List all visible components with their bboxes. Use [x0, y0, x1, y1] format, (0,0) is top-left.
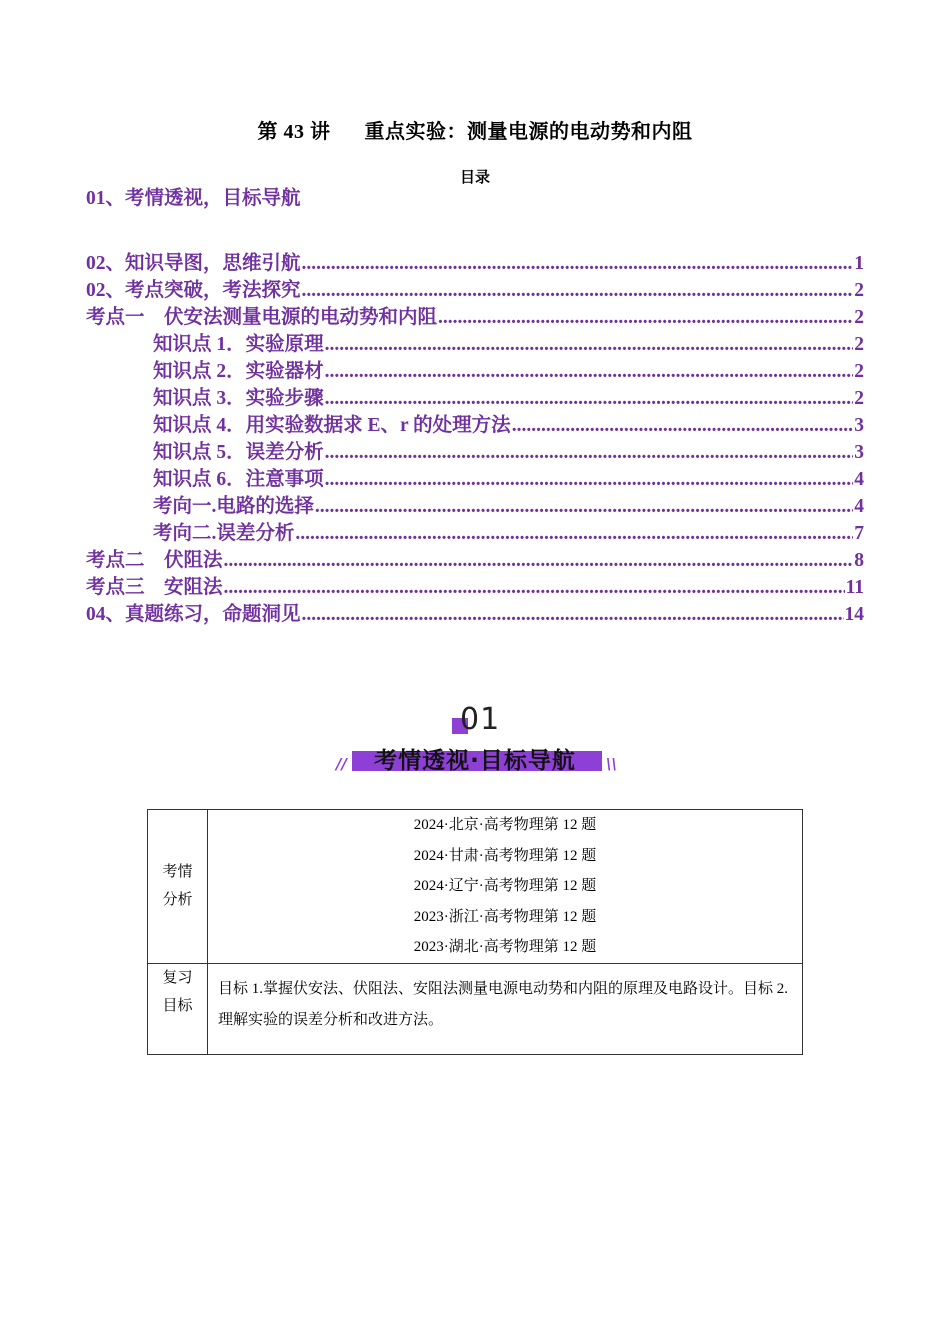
row-header-analysis: 考情 分析 — [148, 810, 208, 964]
toc-entry[interactable]: 02、考点突破，考法探究 ..... 2 — [86, 277, 864, 304]
list-item: 2024·甘肃·高考物理第 12 题 — [413, 847, 597, 864]
toc-entry[interactable]: 知识点 2．实验器材 ..... 2 — [153, 358, 864, 385]
slash-left-decoration: // — [336, 755, 347, 773]
toc-entry[interactable]: 考点一 伏安法测量电源的电动势和内阻 ..... 2 — [86, 304, 864, 331]
banner-title: 考情透视·目标导航 — [374, 748, 576, 774]
list-item: 2023·湖北·高考物理第 12 题 — [413, 939, 597, 956]
toc-entry[interactable]: 知识点 5．误差分析 ..... 3 — [153, 439, 864, 466]
list-item: 2023·浙江·高考物理第 12 题 — [413, 908, 597, 925]
slash-right-decoration: \\ — [606, 755, 617, 773]
toc-entry[interactable]: 考点二 伏阻法 ..... 8 — [86, 547, 864, 574]
toc-entry[interactable]: 02、知识导图，思维引航 ..... 1 — [86, 250, 864, 277]
lecture-topic: 重点实验：测量电源的电动势和内阻 — [364, 121, 693, 143]
table-row — [148, 963, 803, 1054]
list-item: 2024·辽宁·高考物理第 12 题 — [413, 878, 597, 895]
toc-entry-overview[interactable]: 01、考情透视，目标导航 — [86, 188, 301, 209]
document-title — [0, 115, 950, 144]
table-row — [148, 810, 803, 964]
toc-entry[interactable]: 知识点 3．实验步骤 ..... 2 — [153, 385, 864, 412]
row-header-goals: 复习 目标 — [148, 963, 208, 1054]
toc-entry[interactable]: 知识点 4．用实验数据求 E、r 的处理方法 ..... 3 — [153, 412, 864, 439]
toc-entry[interactable]: 04、真题练习，命题洞见 ..... 14 — [86, 601, 864, 628]
toc-entry[interactable]: 知识点 6．注意事项 ..... 4 — [153, 466, 864, 493]
review-goals-text: 目标 1.掌握伏安法、伏阻法、安阻法测量电源电动势和内阻的原理及电路设计。目标 2.理解实验的误差分析和改进方法。 — [208, 963, 803, 1054]
toc-entry[interactable]: 考点三 安阻法 ..... 11 — [86, 574, 864, 601]
section-banner — [330, 700, 620, 780]
toc-heading: 目录 — [459, 170, 490, 186]
toc-entry[interactable]: 考向二.误差分析 ..... 7 — [153, 520, 864, 547]
banner-number: 01 — [460, 702, 501, 737]
exam-analysis-table — [147, 809, 803, 1055]
exam-question-list — [208, 810, 803, 964]
list-item: 2024·北京·高考物理第 12 题 — [413, 817, 597, 833]
lecture-number: 第 43 讲 — [257, 121, 331, 143]
table-of-contents — [86, 250, 864, 630]
toc-entry[interactable]: 知识点 1．实验原理 ..... 2 — [153, 331, 864, 358]
toc-entry[interactable]: 考向一.电路的选择 ..... 4 — [153, 493, 864, 520]
